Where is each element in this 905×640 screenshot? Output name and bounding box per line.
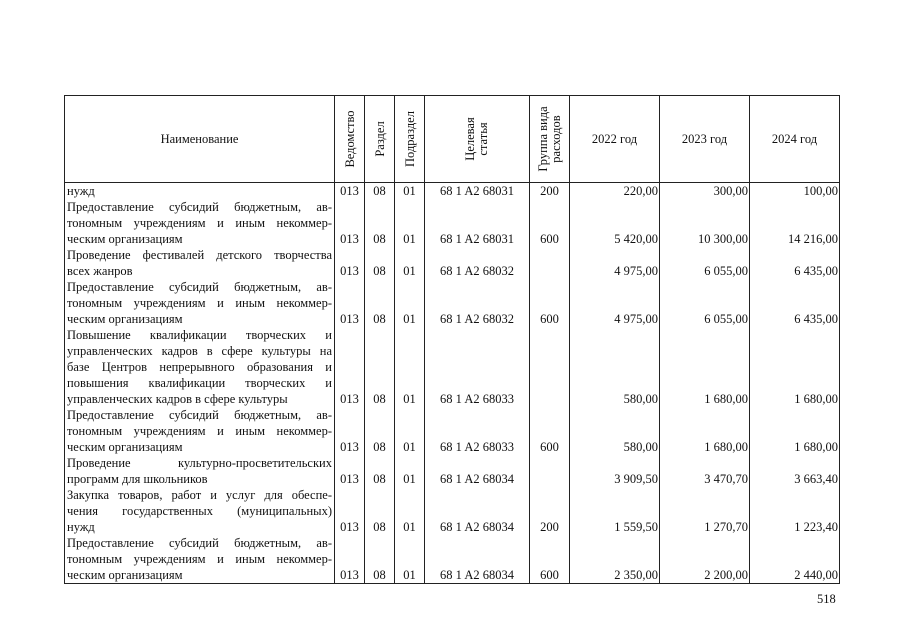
row-value-2024: 14 216,00 — [750, 199, 840, 247]
row-value-2022: 580,00 — [570, 407, 660, 455]
row-name-line: Проведение фестивалей детского творчества — [67, 248, 332, 262]
row-celevaya-statya: 68 1 A2 68034 — [425, 487, 530, 535]
row-name — [65, 455, 335, 487]
row-name-line: управленческих кадров в сфере культуры на — [67, 344, 332, 358]
row-podrazdel: 01 — [395, 327, 425, 407]
row-podrazdel: 01 — [395, 247, 425, 279]
row-value-2022: 580,00 — [570, 327, 660, 407]
row-celevaya-statya: 68 1 A2 68033 — [425, 407, 530, 455]
table-header — [65, 96, 840, 183]
header-podrazdel: Подраздел — [395, 96, 425, 183]
row-razdel: 08 — [365, 535, 395, 584]
row-name — [65, 183, 335, 200]
row-vedomstvo: 013 — [335, 455, 365, 487]
row-name-line: ческим организациям — [67, 568, 183, 582]
header-2022: 2022 год — [570, 96, 660, 183]
row-celevaya-statya: 68 1 A2 68034 — [425, 535, 530, 584]
row-value-2022: 220,00 — [570, 183, 660, 200]
table-row — [65, 199, 840, 247]
row-name-line: Предоставление субсидий бюджетным, ав- — [67, 200, 332, 214]
row-gruppa: 600 — [530, 279, 570, 327]
row-value-2024: 1 680,00 — [750, 407, 840, 455]
row-vedomstvo: 013 — [335, 327, 365, 407]
row-value-2023: 3 470,70 — [660, 455, 750, 487]
budget-table — [64, 95, 840, 584]
header-2023: 2023 год — [660, 96, 750, 183]
header-2024: 2024 год — [750, 96, 840, 183]
row-name-line: программ для школьников — [67, 472, 208, 486]
row-razdel: 08 — [365, 247, 395, 279]
row-podrazdel: 01 — [395, 487, 425, 535]
row-value-2022: 2 350,00 — [570, 535, 660, 584]
row-name-line: базе Центров непрерывного образования и — [67, 360, 332, 374]
row-name-line: нужд — [67, 520, 95, 534]
row-celevaya-statya: 68 1 A2 68032 — [425, 279, 530, 327]
row-name-line: тономным учреждениям и иным некоммер- — [67, 216, 332, 230]
row-value-2024: 1 223,40 — [750, 487, 840, 535]
table-row — [65, 247, 840, 279]
row-value-2023: 6 055,00 — [660, 247, 750, 279]
table-row — [65, 327, 840, 407]
row-name-line: Предоставление субсидий бюджетным, ав- — [67, 408, 332, 422]
row-name-line: всех жанров — [67, 264, 133, 278]
row-name-line: повышения квалификации творческих и — [67, 376, 332, 390]
row-gruppa: 200 — [530, 183, 570, 200]
row-value-2024: 6 435,00 — [750, 279, 840, 327]
row-name-line: Предоставление субсидий бюджетным, ав- — [67, 280, 332, 294]
row-razdel: 08 — [365, 455, 395, 487]
row-gruppa: 600 — [530, 199, 570, 247]
row-celevaya-statya: 68 1 A2 68033 — [425, 327, 530, 407]
row-razdel: 08 — [365, 199, 395, 247]
header-gruppa-vida-rashodov: Группа вида расходов — [530, 96, 570, 183]
row-value-2022: 1 559,50 — [570, 487, 660, 535]
table-row — [65, 183, 840, 200]
row-value-2022: 4 975,00 — [570, 247, 660, 279]
header-razdel: Раздел — [365, 96, 395, 183]
row-podrazdel: 01 — [395, 407, 425, 455]
row-razdel: 08 — [365, 487, 395, 535]
row-celevaya-statya: 68 1 A2 68032 — [425, 247, 530, 279]
row-name — [65, 487, 335, 535]
table-row — [65, 535, 840, 584]
header-vedomstvo: Ведомство — [335, 96, 365, 183]
row-name-line: ческим организациям — [67, 440, 183, 454]
row-name-line: Проведение культурно-просветительских — [67, 456, 332, 470]
header-celevaya-statya: Целевая статья — [425, 96, 530, 183]
row-gruppa: 200 — [530, 487, 570, 535]
row-value-2024: 6 435,00 — [750, 247, 840, 279]
row-value-2022: 4 975,00 — [570, 279, 660, 327]
row-razdel: 08 — [365, 183, 395, 200]
row-podrazdel: 01 — [395, 183, 425, 200]
row-gruppa: 600 — [530, 535, 570, 584]
row-value-2023: 6 055,00 — [660, 279, 750, 327]
row-name — [65, 535, 335, 584]
row-celevaya-statya: 68 1 A2 68031 — [425, 183, 530, 200]
row-value-2024: 1 680,00 — [750, 327, 840, 407]
table-row — [65, 455, 840, 487]
row-vedomstvo: 013 — [335, 247, 365, 279]
row-gruppa — [530, 247, 570, 279]
row-razdel: 08 — [365, 327, 395, 407]
header-name: Наименование — [65, 96, 335, 183]
row-vedomstvo: 013 — [335, 199, 365, 247]
row-value-2024: 3 663,40 — [750, 455, 840, 487]
row-gruppa — [530, 455, 570, 487]
row-name-line: ческим организациям — [67, 312, 183, 326]
row-vedomstvo: 013 — [335, 183, 365, 200]
row-gruppa: 600 — [530, 407, 570, 455]
row-vedomstvo: 013 — [335, 487, 365, 535]
page-number: 518 — [817, 592, 836, 606]
row-name-line: тономным учреждениям и иным некоммер- — [67, 552, 332, 566]
row-name-line: нужд — [67, 184, 95, 198]
row-name-line: тономным учреждениям и иным некоммер- — [67, 296, 332, 310]
row-vedomstvo: 013 — [335, 535, 365, 584]
row-name — [65, 327, 335, 407]
table-row — [65, 487, 840, 535]
table-row — [65, 407, 840, 455]
row-value-2023: 1 270,70 — [660, 487, 750, 535]
row-value-2023: 1 680,00 — [660, 407, 750, 455]
row-vedomstvo: 013 — [335, 407, 365, 455]
row-razdel: 08 — [365, 279, 395, 327]
row-name-line: тономным учреждениям и иным некоммер- — [67, 424, 332, 438]
row-vedomstvo: 013 — [335, 279, 365, 327]
row-gruppa — [530, 327, 570, 407]
row-value-2023: 10 300,00 — [660, 199, 750, 247]
row-name — [65, 407, 335, 455]
row-name-line: Предоставление субсидий бюджетным, ав- — [67, 536, 332, 550]
row-name-line: ческим организациям — [67, 232, 183, 246]
row-name — [65, 199, 335, 247]
row-podrazdel: 01 — [395, 535, 425, 584]
row-value-2022: 5 420,00 — [570, 199, 660, 247]
row-name-line: управленческих кадров в сфере культуры — [67, 392, 288, 406]
row-name — [65, 247, 335, 279]
row-celevaya-statya: 68 1 A2 68031 — [425, 199, 530, 247]
row-value-2023: 300,00 — [660, 183, 750, 200]
table-row — [65, 279, 840, 327]
row-value-2024: 2 440,00 — [750, 535, 840, 584]
row-name-line: чения государственных (муниципальных) — [67, 504, 332, 518]
table-body — [65, 183, 840, 584]
row-value-2023: 2 200,00 — [660, 535, 750, 584]
row-razdel: 08 — [365, 407, 395, 455]
row-podrazdel: 01 — [395, 199, 425, 247]
row-podrazdel: 01 — [395, 455, 425, 487]
row-name-line: Закупка товаров, работ и услуг для обеспе- — [67, 488, 332, 502]
row-value-2024: 100,00 — [750, 183, 840, 200]
row-value-2022: 3 909,50 — [570, 455, 660, 487]
row-podrazdel: 01 — [395, 279, 425, 327]
row-celevaya-statya: 68 1 A2 68034 — [425, 455, 530, 487]
row-name-line: Повышение квалификации творческих и — [67, 328, 332, 342]
row-name — [65, 279, 335, 327]
row-value-2023: 1 680,00 — [660, 327, 750, 407]
